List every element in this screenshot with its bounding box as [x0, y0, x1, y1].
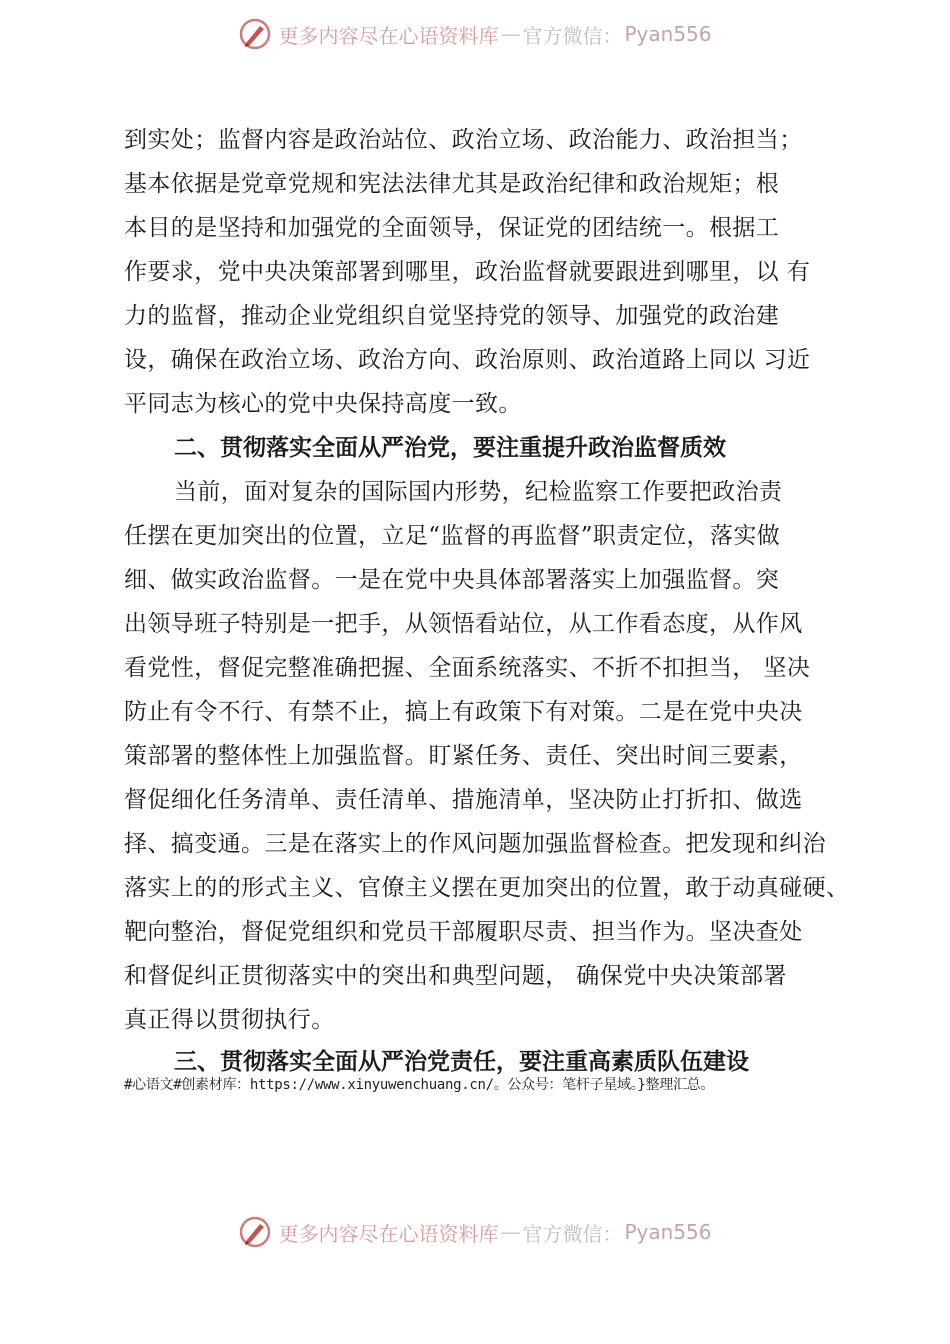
text-line: 设，确保在政治立场、政治方向、政治原则、政治道路上同以 习近: [124, 347, 811, 373]
header-banner: [0, 14, 950, 54]
text-line: 到实处；监督内容是政治站位、政治立场、政治能力、政治担当；: [124, 127, 803, 153]
text-line: 防止有令不行、有禁不止，搞上有政策下有对策。二是在党中央决: [124, 699, 803, 725]
text-line: 本目的是坚持和加强党的全面领导，保证党的团结统一。根据工: [124, 215, 780, 241]
text-line: 靶向整治，督促党组织和党员干部履职尽责、担当作为。坚决查处: [124, 919, 803, 945]
text-line: 基本依据是党章党规和宪法法律尤其是政治纪律和政治规矩；根: [124, 171, 780, 197]
section-heading-3: 三、贯彻落实全面从严治党责任，要注重高素质队伍建设: [174, 1049, 749, 1075]
text-line: 细、做实政治监督。一是在党中央具体部署落实上加强监督。突: [124, 567, 780, 593]
banner-label: 官方微信：: [522, 1221, 623, 1246]
banner-label: 官方微信：: [522, 23, 623, 48]
text-line: 当前，面对复杂的国际国内形势，纪检监察工作要把政治责: [174, 479, 783, 505]
paragraph-2: [124, 470, 864, 1042]
text-line: 任摆在更加突出的位置，立足“监督的再监督”职责定位，落实做: [124, 523, 781, 549]
text-line: 督促细化任务清单、责任清单、措施清单，坚决防止打折扣、做选: [124, 787, 803, 813]
document-body: [124, 118, 864, 1094]
banner-brand: 更多内容尽在心语资料库: [278, 23, 499, 48]
banner-handle: Pyan556: [624, 1220, 712, 1244]
text-line: 看党性，督促完整准确把握、全面系统落实、不折不扣担当， 坚决: [124, 655, 811, 681]
text-line: 出领导班子特别是一把手，从领悟看站位，从工作看态度，从作风: [124, 611, 803, 637]
text-line: 平同志为核心的党中央保持高度一致。: [124, 391, 522, 417]
section-heading-2: 二、贯彻落实全面从严治党，要注重提升政治监督质效: [174, 435, 726, 461]
text-line: 力的监督，推动企业党组织自觉坚持党的领导、加强党的政治建: [124, 303, 780, 329]
source-note: #心语文#创素材库：https://www.xinyuwenchuang.cn/。公众号：笔杆子星域。}整理汇总。: [124, 1077, 715, 1093]
text-line: 落实上的的形式主义、官僚主义摆在更加突出的位置，敢于动真碰硬、: [124, 875, 850, 901]
banner-dash: —: [500, 1220, 521, 1244]
text-line: 作要求，党中央决策部署到哪里，政治监督就要跟进到哪里，以 有: [124, 259, 811, 285]
text-line: 和督促纠正贯彻落实中的突出和典型问题， 确保党中央决策部署: [124, 963, 787, 989]
pen-logo-icon: [238, 17, 272, 51]
banner-brand: 更多内容尽在心语资料库: [278, 1221, 499, 1246]
banner-handle: Pyan556: [624, 22, 712, 46]
pen-logo-icon: [238, 1215, 272, 1249]
banner-dash: —: [500, 22, 521, 46]
footer-banner: [0, 1212, 950, 1252]
paragraph-1: [124, 118, 864, 426]
text-line: 策部署的整体性上加强监督。盯紧任务、责任、突出时间三要素，: [124, 743, 803, 769]
text-line: 真正得以贯彻执行。: [124, 1007, 335, 1033]
text-line: 择、搞变通。三是在落实上的作风问题加强监督检查。把发现和纠治: [124, 831, 826, 857]
